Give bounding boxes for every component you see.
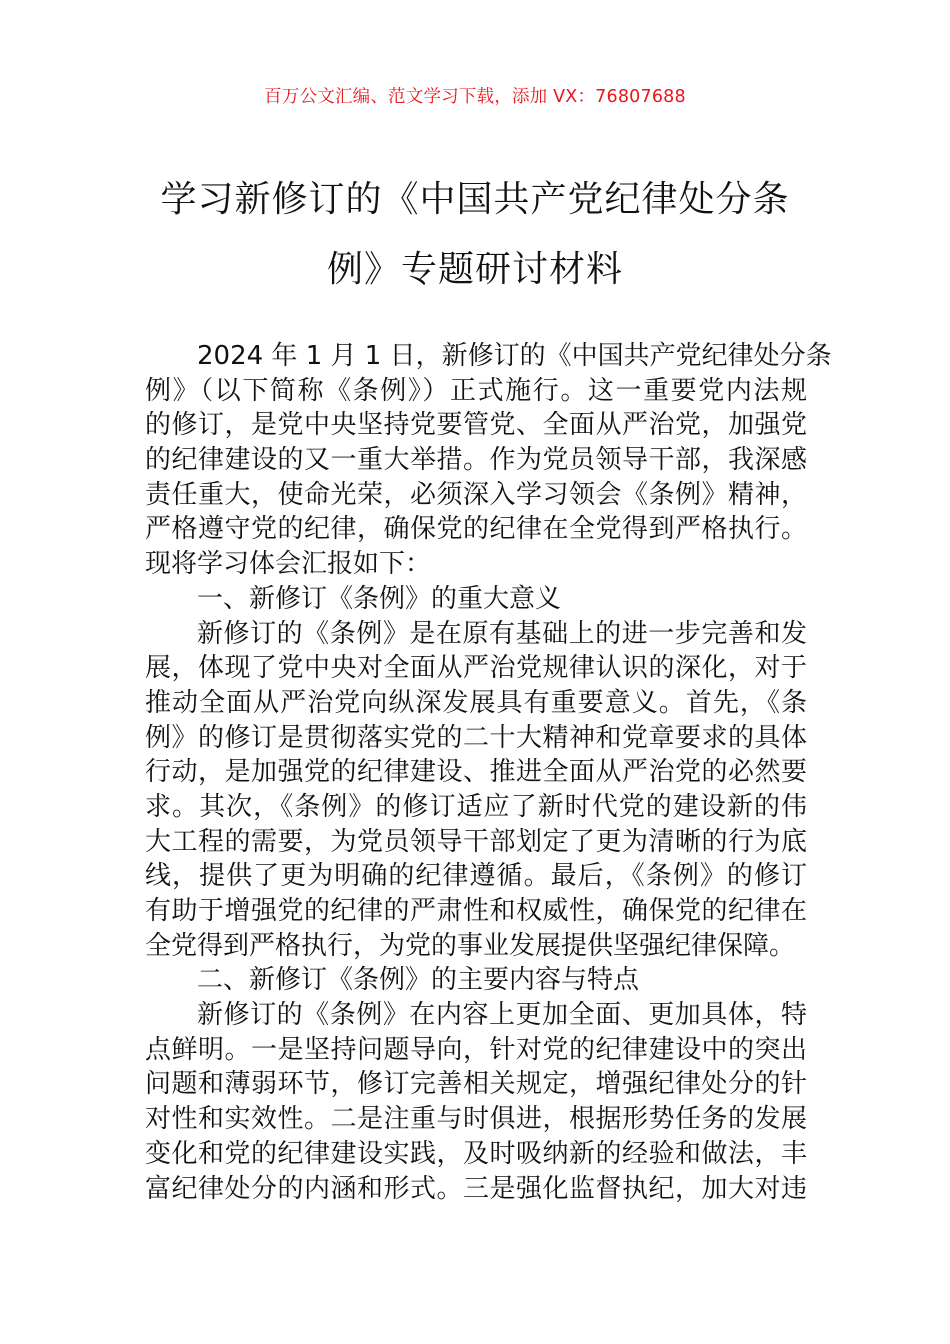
document-title-line-2: 例》专题研讨材料 [326, 249, 623, 290]
paragraph-line: 新修订的《条例》是在原有基础上的进一步完善和发 [197, 618, 807, 649]
paragraph-line: 点鲜明。一是坚持问题导向，针对党的纪律建设中的突出 [145, 1034, 807, 1065]
paragraph-line: 线，提供了更为明确的纪律遵循。最后，《条例》的修订 [145, 861, 807, 892]
paragraph-line: 全党得到严格执行，为党的事业发展提供坚强纪律保障。 [145, 930, 796, 961]
paragraph-line: 行动，是加强党的纪律建设、推进全面从严治党的必然要 [145, 757, 807, 788]
paragraph-line: 变化和党的纪律建设实践，及时吸纳新的经验和做法，丰 [145, 1138, 807, 1169]
paragraph-line: 严格遵守党的纪律，确保党的纪律在全党得到严格执行。 [145, 514, 807, 545]
paragraph-line: 推动全面从严治党向纵深发展具有重要意义。首先，《条 [145, 687, 807, 718]
paragraph-line: 求。其次，《条例》的修订适应了新时代党的建设新的伟 [145, 791, 807, 822]
paragraph-line: 2024 年 1 月 1 日，新修订的《中国共产党纪律处分条 [197, 341, 832, 371]
section-heading-1: 一、新修订《条例》的重大意义 [197, 583, 562, 614]
paragraph-line: 对性和实效性。二是注重与时俱进，根据形势任务的发展 [145, 1104, 807, 1135]
paragraph-line: 大工程的需要，为党员领导干部划定了更为清晰的行为底 [145, 826, 807, 857]
watermark-header: 百万公文汇编、范文学习下载，添加 VX：76807688 [264, 87, 686, 107]
paragraph-line: 的纪律建设的又一重大举措。作为党员领导干部，我深感 [145, 445, 807, 476]
paragraph-line: 新修订的《条例》在内容上更加全面、更加具体，特 [197, 1000, 807, 1031]
paragraph-line: 问题和薄弱环节，修订完善相关规定，增强纪律处分的针 [145, 1069, 807, 1100]
paragraph-line: 责任重大，使命光荣，必须深入学习领会《条例》精神， [145, 479, 807, 510]
paragraph-line: 现将学习体会汇报如下： [145, 549, 432, 580]
paragraph-line: 例》的修订是贯彻落实党的二十大精神和党章要求的具体 [145, 722, 807, 753]
document-body [145, 339, 832, 1206]
section-heading-2: 二、新修订《条例》的主要内容与特点 [197, 965, 640, 996]
paragraph-line: 展，体现了党中央对全面从严治党规律认识的深化，对于 [145, 653, 807, 684]
paragraph-line: 有助于增强党的纪律的严肃性和权威性，确保党的纪律在 [145, 896, 807, 926]
document-title-line-1: 学习新修订的《中国共产党纪律处分条 [160, 179, 790, 220]
paragraph-line: 富纪律处分的内涵和形式。三是强化监督执纪，加大对违 [145, 1173, 807, 1204]
paragraph-line: 例》（以下简称《条例》）正式施行。这一重要党内法规 [145, 375, 807, 406]
paragraph-line: 的修订，是党中央坚持党要管党、全面从严治党，加强党 [145, 410, 807, 441]
